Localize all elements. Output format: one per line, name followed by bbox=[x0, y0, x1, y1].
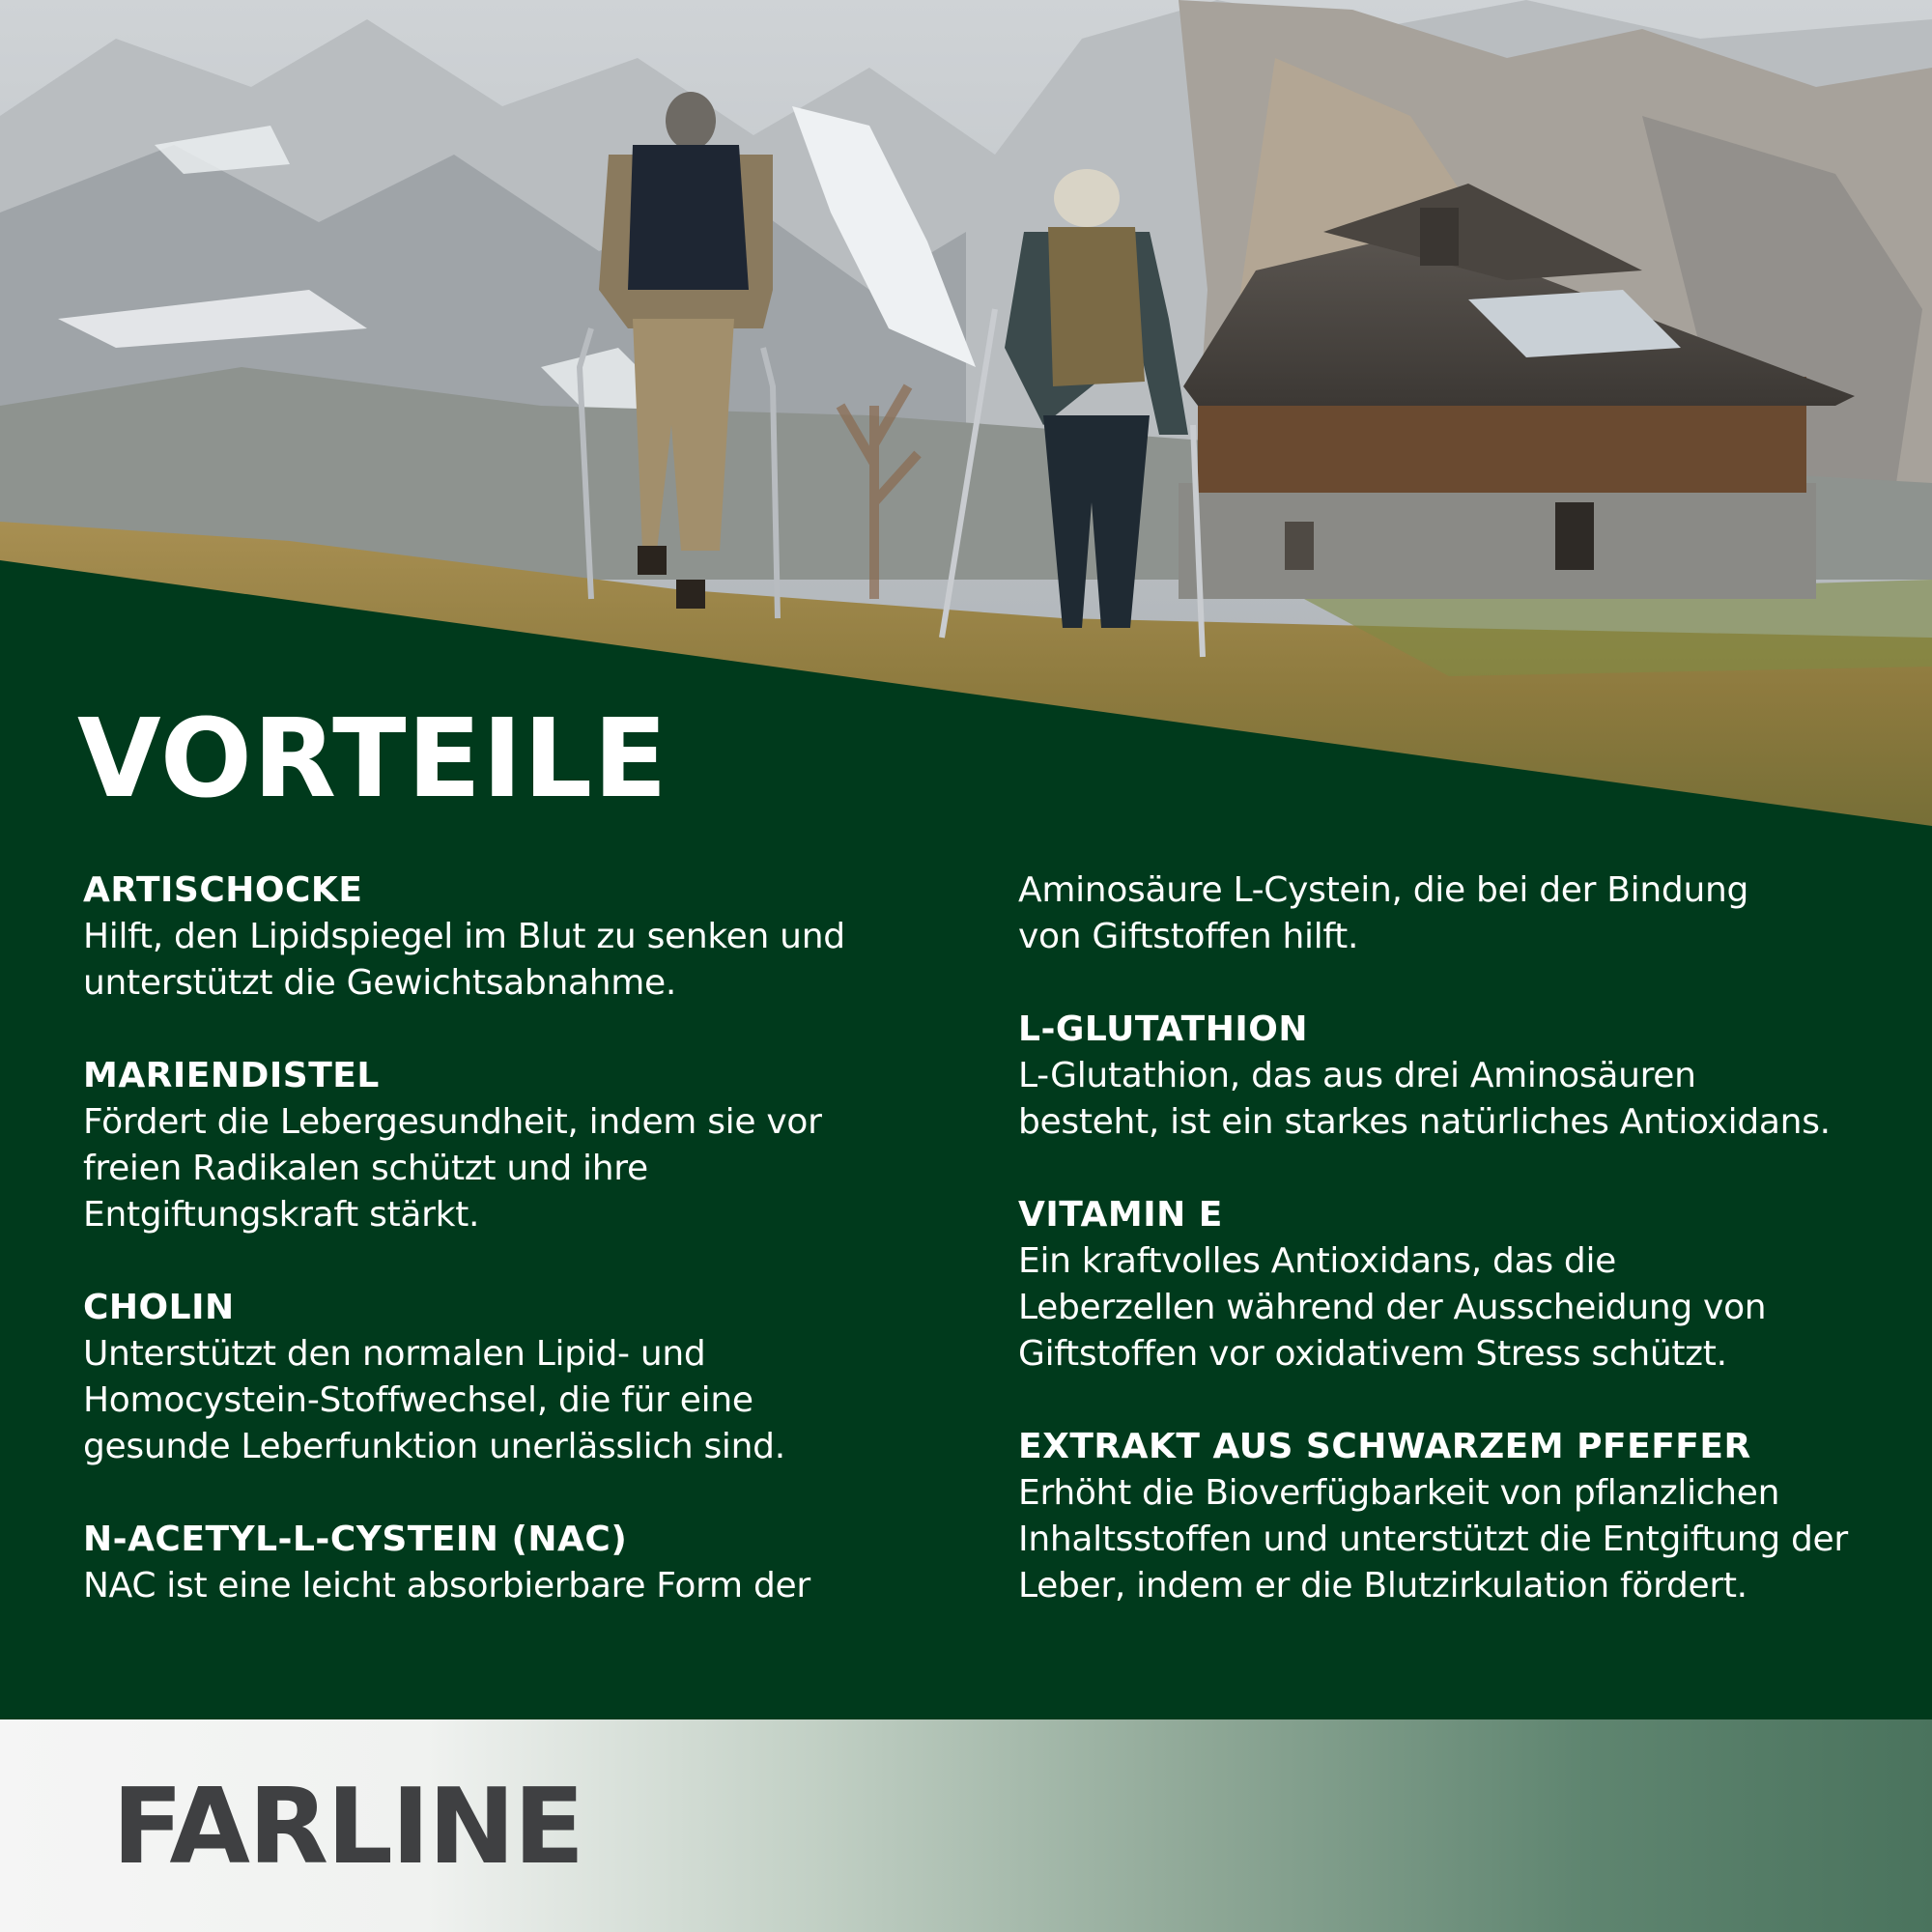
benefit-description: Erhöht die Bioverfügbarkeit von pflanzlichen Inhaltsstoffen und unterstützt die Entgiftung der Leber, indem er die Blutzirkulation fördert. bbox=[1018, 1473, 1848, 1605]
benefit-name: VITAMIN E bbox=[1018, 1195, 1223, 1235]
benefit-description: L-Glutathion, das aus drei Aminosäuren besteht, ist ein starkes natürliches Antioxidans. bbox=[1018, 1056, 1831, 1142]
benefit-name: MARIENDISTEL bbox=[83, 1056, 380, 1095]
benefit-name: ARTISCHOCKE bbox=[83, 870, 363, 910]
benefit-nac bbox=[83, 1517, 952, 1609]
benefit-description: Unterstützt den normalen Lipid- und Homocystein-Stoffwechsel, die für eine gesunde Leberfunktion unerlässlich sind. bbox=[83, 1334, 785, 1466]
brand-logo: FARLINE bbox=[112, 1767, 583, 1888]
benefit-l-glutathion bbox=[1018, 1007, 1888, 1146]
benefit-description: Ein kraftvolles Antioxidans, das die Leberzellen während der Ausscheidung von Giftstoffen vor oxidativem Stress schützt. bbox=[1018, 1241, 1767, 1374]
benefit-description: Aminosäure L-Cystein, die bei der Bindung von Giftstoffen hilft. bbox=[1018, 870, 1749, 956]
benefit-nac-continued bbox=[1018, 867, 1888, 960]
benefit-schwarzer-pfeffer bbox=[1018, 1424, 1888, 1609]
page-title: VORTEILE bbox=[77, 696, 668, 822]
benefit-cholin bbox=[83, 1285, 952, 1470]
benefit-vitamin-e bbox=[1018, 1192, 1888, 1378]
benefit-description: Hilft, den Lipidspiegel im Blut zu senken und unterstützt die Gewichtsabnahme. bbox=[83, 917, 845, 1003]
benefit-artischocke bbox=[83, 867, 952, 1007]
benefit-name: CHOLIN bbox=[83, 1288, 235, 1327]
benefits-right-column bbox=[1018, 867, 1888, 1656]
benefit-name: L-GLUTATHION bbox=[1018, 1009, 1308, 1049]
benefit-mariendistel bbox=[83, 1053, 952, 1238]
benefit-name: EXTRAKT AUS SCHWARZEM PFEFFER bbox=[1018, 1427, 1751, 1466]
benefits-left-column bbox=[83, 867, 952, 1656]
benefit-description: NAC ist eine leicht absorbierbare Form der bbox=[83, 1566, 810, 1605]
benefit-description: Fördert die Lebergesundheit, indem sie vor freien Radikalen schützt und ihre Entgiftungskraft stärkt. bbox=[83, 1102, 822, 1235]
benefit-name: N-ACETYL-L-CYSTEIN (NAC) bbox=[83, 1520, 628, 1559]
